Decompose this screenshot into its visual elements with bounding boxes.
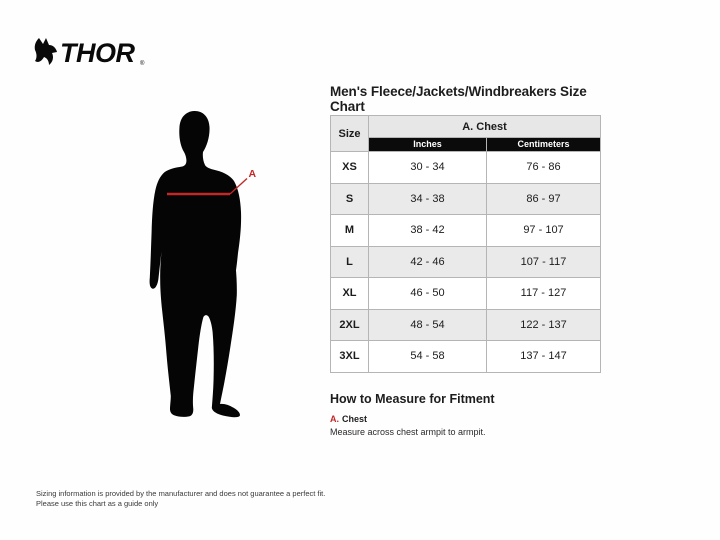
size-column-header: Size xyxy=(331,116,369,152)
thor-wordmark: THOR xyxy=(60,38,135,68)
size-chart-table xyxy=(330,115,601,373)
inches-cell: 54 - 58 xyxy=(369,341,487,373)
centimeters-cell: 107 - 117 xyxy=(487,246,601,278)
centimeters-cell: 97 - 107 xyxy=(487,215,601,247)
inches-cell: 46 - 50 xyxy=(369,278,487,310)
thor-logo-svg xyxy=(34,36,156,68)
footer-line-1: Sizing information is provided by the manufacturer and does not guarantee a perfect fit. xyxy=(36,489,326,498)
inches-cell: 30 - 34 xyxy=(369,152,487,184)
size-cell: XS xyxy=(331,152,369,184)
inches-cell: 42 - 46 xyxy=(369,246,487,278)
chest-label-a: A xyxy=(248,168,257,180)
measure-label: Chest xyxy=(342,414,368,424)
size-cell: S xyxy=(331,183,369,215)
table-row xyxy=(331,152,601,184)
table-subheader-row xyxy=(331,138,601,152)
centimeters-cell: 117 - 127 xyxy=(487,278,601,310)
male-silhouette-figure xyxy=(140,105,300,425)
table-row xyxy=(331,341,601,373)
measure-description: Measure across chest armpit to armpit. xyxy=(330,427,486,437)
table-row xyxy=(331,309,601,341)
measure-key: A. xyxy=(330,414,339,424)
measure-key-line xyxy=(330,414,602,424)
size-cell: M xyxy=(331,215,369,247)
centimeters-cell: 86 - 97 xyxy=(487,183,601,215)
centimeters-column-header: Centimeters xyxy=(487,138,601,152)
table-row xyxy=(331,183,601,215)
inches-column-header: Inches xyxy=(369,138,487,152)
table-row xyxy=(331,246,601,278)
size-chart-body xyxy=(331,152,601,373)
size-chart-title: Men's Fleece/Jackets/Windbreakers Size Chart xyxy=(330,84,587,114)
chest-group-header: A. Chest xyxy=(369,116,601,138)
inches-cell: 34 - 38 xyxy=(369,183,487,215)
footer-line-2: Please use this chart as a guide only xyxy=(36,498,159,508)
brand-logo xyxy=(34,36,156,68)
inches-cell: 48 - 54 xyxy=(369,309,487,341)
size-cell: 3XL xyxy=(331,341,369,373)
thor-goat-head-icon xyxy=(35,38,57,65)
centimeters-cell: 122 - 137 xyxy=(487,309,601,341)
size-cell: 2XL xyxy=(331,309,369,341)
centimeters-cell: 76 - 86 xyxy=(487,152,601,184)
measure-item-chest xyxy=(330,414,602,437)
table-header-row xyxy=(331,116,601,138)
table-row xyxy=(331,215,601,247)
table-row xyxy=(331,278,601,310)
measure-heading: How to Measure for Fitment xyxy=(330,392,495,406)
inches-cell: 38 - 42 xyxy=(369,215,487,247)
size-cell: XL xyxy=(331,278,369,310)
thor-trademark: ® xyxy=(140,61,145,67)
centimeters-cell: 137 - 147 xyxy=(487,341,601,373)
silhouette-body xyxy=(150,111,242,417)
size-cell: L xyxy=(331,246,369,278)
footer-disclaimer xyxy=(36,489,366,508)
